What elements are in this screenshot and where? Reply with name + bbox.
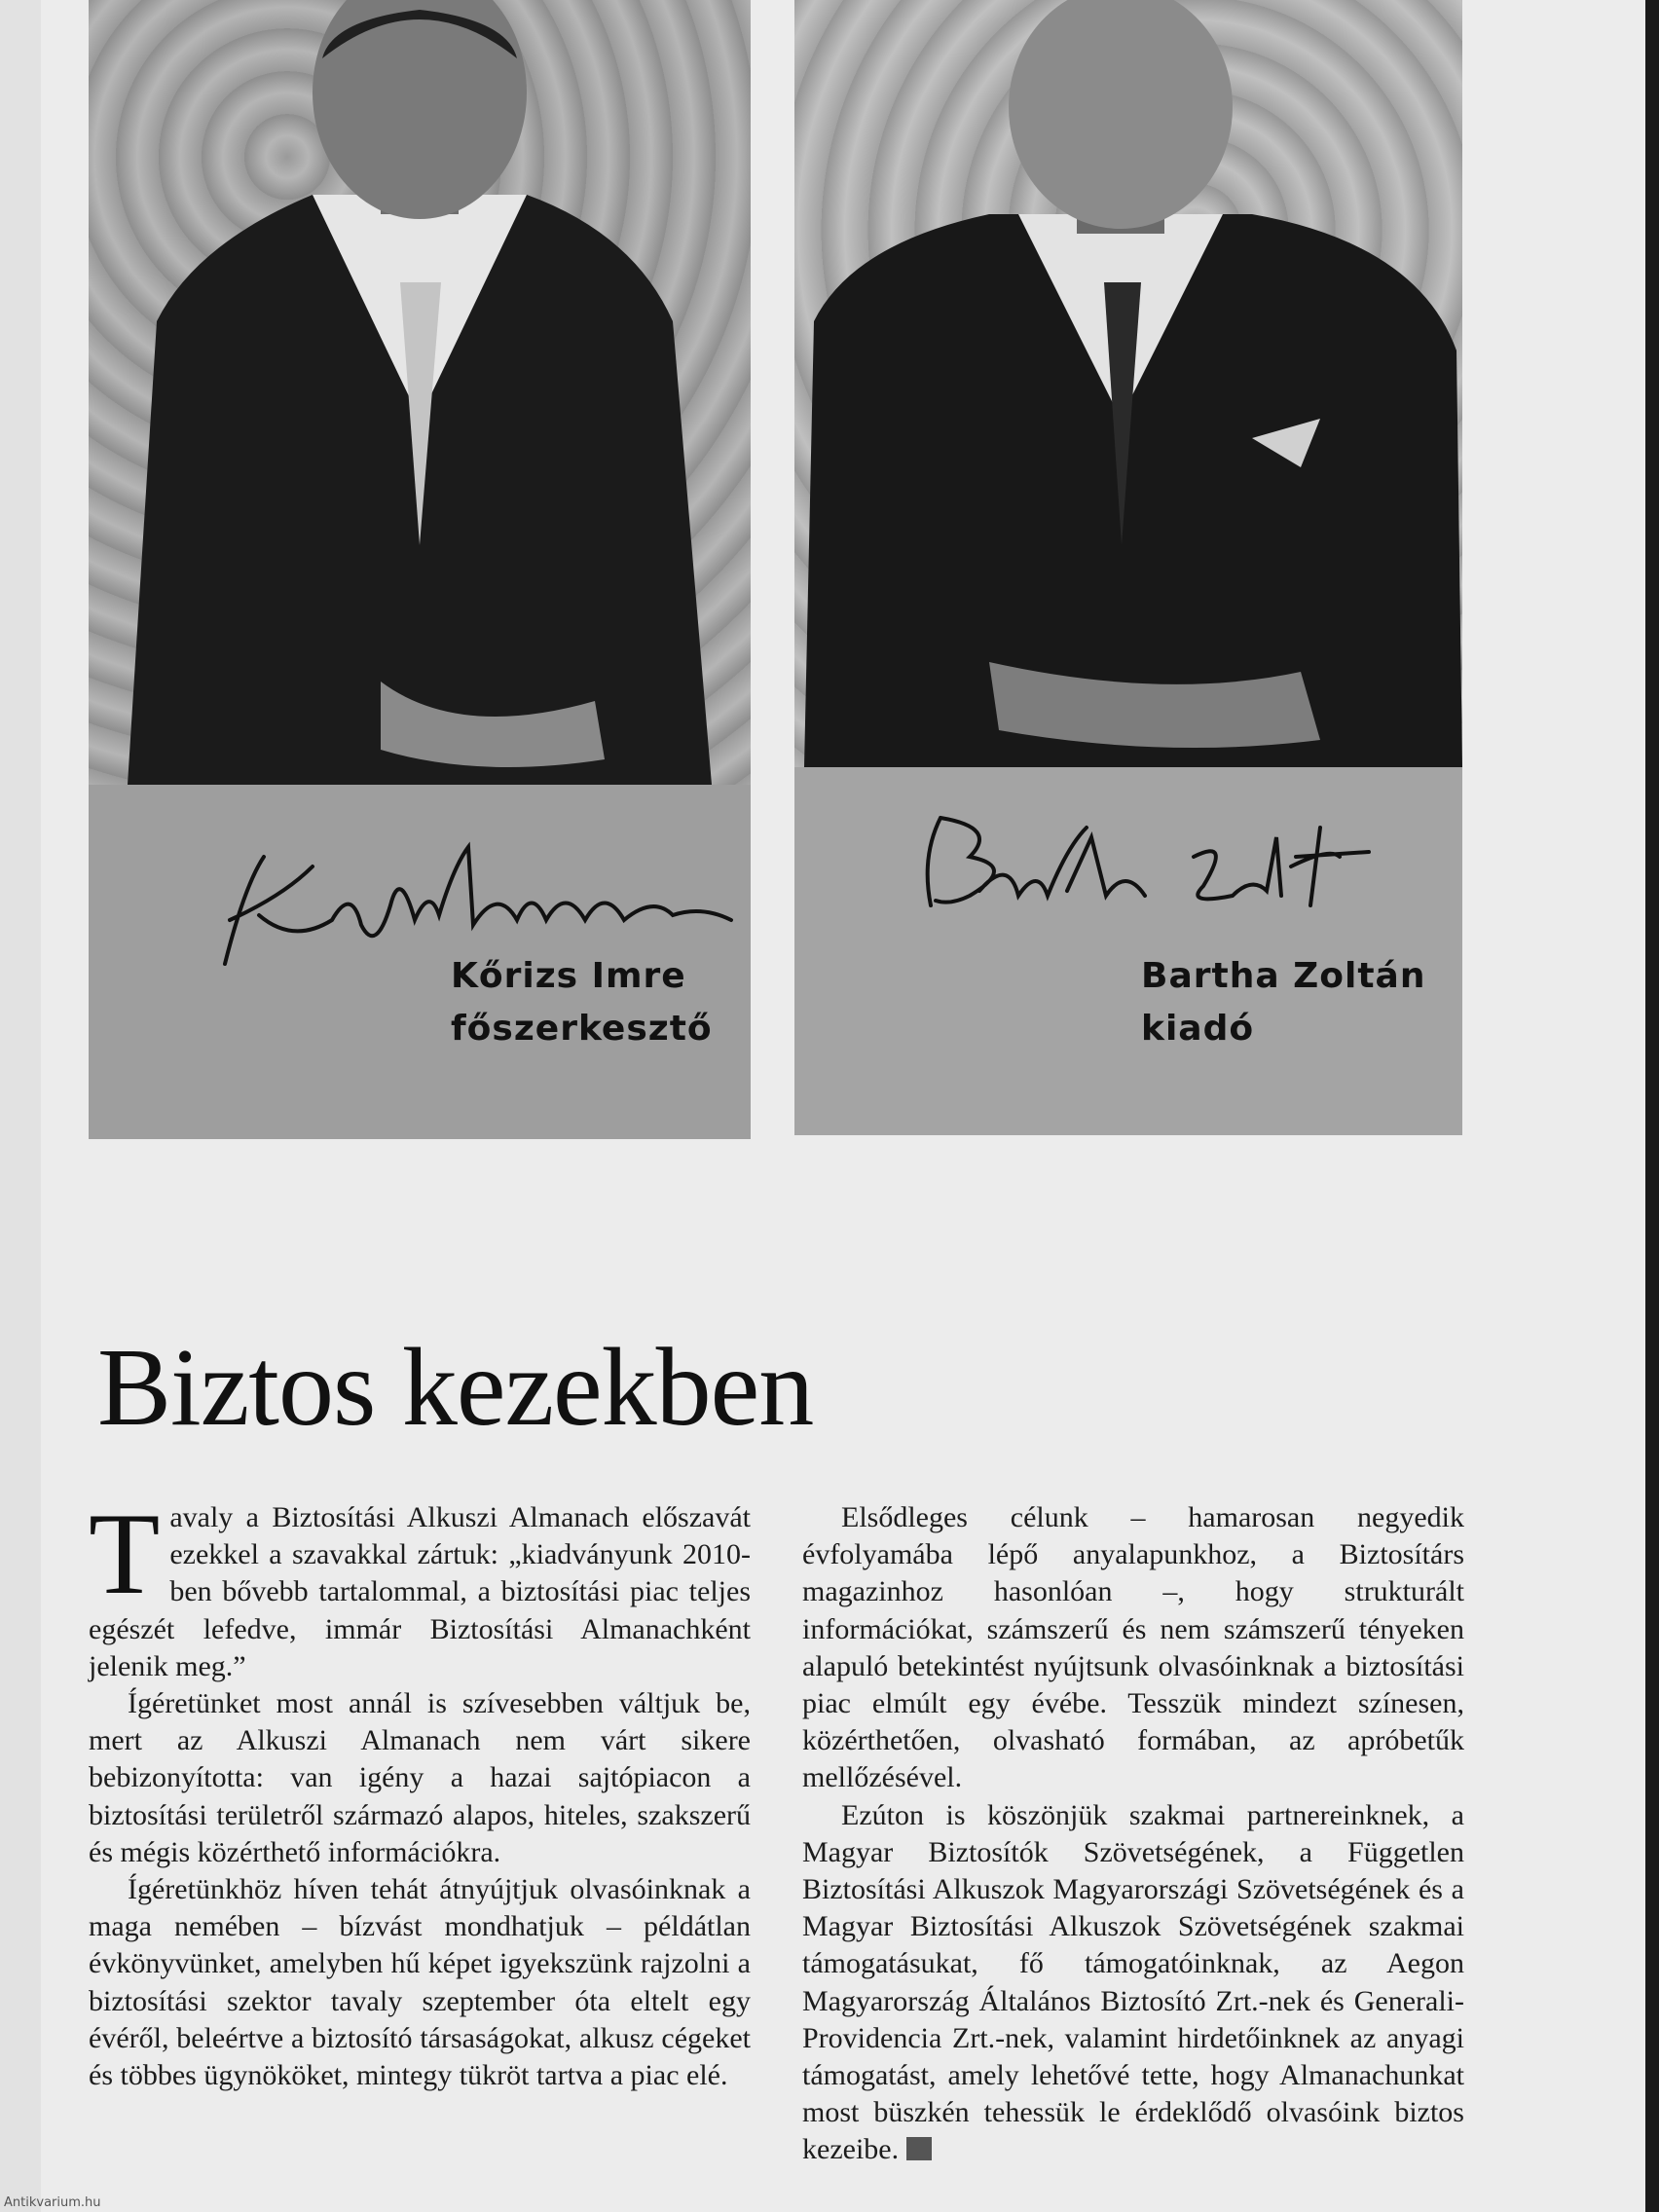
signature-publisher: [911, 798, 1456, 925]
article-column-right: [802, 1499, 1464, 2169]
paragraph: Elsődleges célunk – hamarosan negyedik évfolyamába lépő anyalapunkhoz, a Biztosítárs magazinhoz hasonlóan –, hogy strukturált információkat, számszerű és nem számszerű tényeken alapuló betekintést nyújtsunk olvasóinknak a biztosítási piac elmúlt egy évébe. Tesszük mindezt színesen, közérthetően, olvasható formában, az apróbetűk mellőzésével.: [802, 1501, 1464, 1794]
dropcap: T: [89, 1489, 161, 1618]
signature-publisher-drawing: [911, 798, 1456, 925]
article-title: Biztos kezekben: [97, 1325, 814, 1449]
paragraph: [802, 1797, 1464, 2169]
portrait-figure-publisher: [794, 0, 1462, 767]
paragraph-text: Ezúton is köszönjük szakmai partnereinknek, a Magyar Biztosítók Szövetségének, a Független Biztosítási Alkuszok Magyarországi Szövetségének és a Magyar Biztosítási Alkuszok Szövetségének szakmai támogatásukat, fő támogatóinknak, az Aegon Magyarország Általános Biztosító Zrt.-nek és Generali-Providencia Zrt.-nek, valamint hirdetőinknek az anyagi támogatást, amely lehetővé tette, hogy Almanachunkat most büszkén tehessük le érdeklődő olvasóink biztos kezeibe.: [802, 1798, 1464, 2166]
paragraph: [89, 1489, 751, 1685]
page-gutter-left: [0, 0, 41, 2212]
footer-credit: Antikvarium.hu: [4, 2195, 101, 2210]
portrait-panel-editor: [89, 0, 751, 1139]
end-of-article-mark: [906, 2137, 932, 2160]
paragraph: Ígéretünket most annál is szívesebben váltjuk be, mert az Alkuszi Almanach nem várt sikere bebizonyította: van igény a hazai sajtópiacon a biztosítási területről származó alapos, hiteles, szakszerű és mégis közérthető információkra.: [89, 1687, 751, 1868]
portrait-photo-editor: [89, 0, 751, 785]
paragraph-text: avaly a Biztosítási Alkuszi Almanach előszavát ezekkel a szavakkal zártuk: „kiadványunk 2010-ben bővebb tartalommal, a biztosítási piac teljes egészét lefedve, immár Biztosítási Almanachként jelenik meg.”: [89, 1501, 751, 1682]
portrait-panel-publisher: [794, 0, 1462, 1135]
caption-role: kiadó: [1141, 1009, 1255, 1049]
article-column-left: [89, 1489, 751, 2094]
portrait-figure-editor: [89, 0, 751, 785]
page-gutter-right: [1645, 0, 1659, 2212]
caption-editor: [451, 950, 713, 1055]
caption-role: főszerkesztő: [451, 1009, 713, 1049]
caption-name: Kőrizs Imre: [451, 956, 686, 996]
caption-name: Bartha Zoltán: [1141, 956, 1426, 996]
paragraph: Ígéretünkhöz híven tehát átnyújtjuk olvasóinknak a maga nemében – bízvást mondhatjuk – példátlan évkönyvünket, amelyben hű képet igyekszünk rajzolni a biztosítási szektor tavaly szeptember óta eltelt egy évéről, beleértve a biztosító társaságokat, alkusz cégeket és többes ügynököket, mintegy tükröt tartva a piac elé.: [89, 1873, 751, 2092]
caption-publisher: [1141, 950, 1425, 1055]
portrait-photo-publisher: [794, 0, 1462, 767]
